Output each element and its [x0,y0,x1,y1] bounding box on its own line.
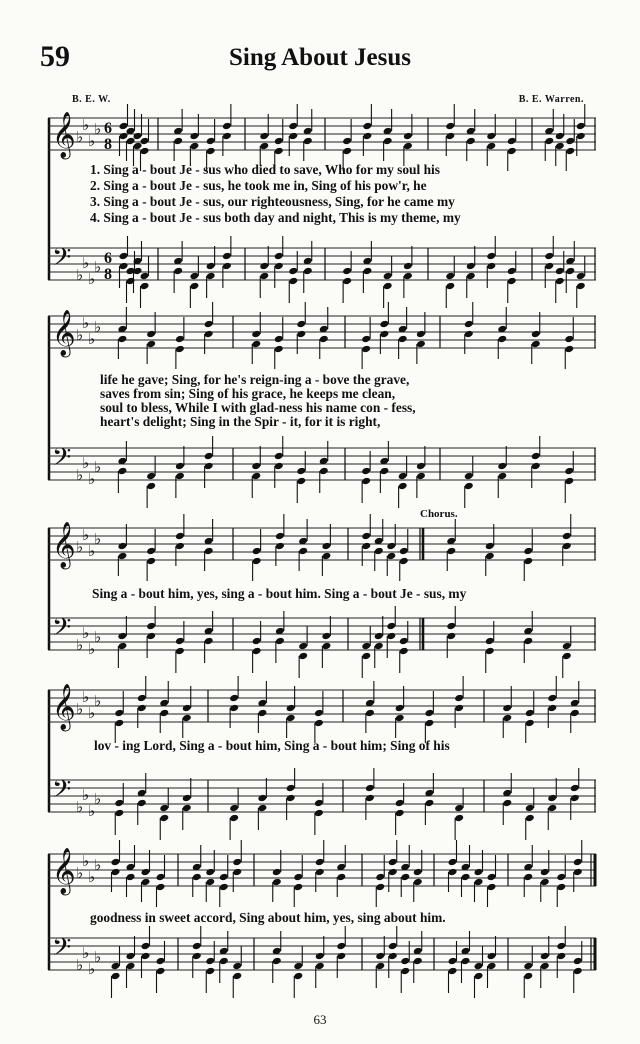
treble-clef-icon: 𝄞 [52,310,76,355]
flat-sign-icon: ♭ [76,702,84,718]
flat-sign-icon: ♭ [88,134,96,150]
flat-sign-icon: ♭ [82,456,90,472]
treble-clef-icon: 𝄞 [52,848,76,893]
flat-sign-icon: ♭ [94,858,102,874]
flat-sign-icon: ♭ [76,800,84,816]
flat-sign-icon: ♭ [94,792,102,808]
flat-sign-icon: ♭ [76,540,84,556]
verse-4-line: heart's delight; Sing in the Spir - it, for it is right, [100,414,381,429]
flat-sign-icon: ♭ [88,804,96,820]
music-system-4 [48,682,596,842]
music-staves-system-4 [48,682,596,842]
flat-sign-icon: ♭ [82,690,90,706]
flat-sign-icon: ♭ [88,472,96,488]
flat-sign-icon: ♭ [88,642,96,658]
music-system-1 [48,110,596,300]
flat-sign-icon: ♭ [76,638,84,654]
flat-sign-icon: ♭ [82,854,90,870]
treble-clef-icon: 𝄞 [52,522,76,567]
flat-sign-icon: ♭ [94,630,102,646]
flat-sign-icon: ♭ [76,958,84,974]
flat-sign-icon: ♭ [82,946,90,962]
flat-sign-icon: ♭ [94,460,102,476]
flat-sign-icon: ♭ [82,626,90,642]
chorus-line: Sing a - bout him, yes, sing a - bout him. Sing a - bout Je - sus, my [92,586,467,601]
hymn-number: 59 [40,40,70,73]
flat-sign-icon: ♭ [76,268,84,284]
verse-1-line: 1. Sing a - bout Je - sus who died to save, Who for my soul his [90,162,440,177]
flat-sign-icon: ♭ [94,532,102,548]
time-signature-top: 6 [104,250,112,267]
flat-sign-icon: ♭ [76,328,84,344]
flat-sign-icon: ♭ [82,528,90,544]
treble-clef-icon: 𝄞 [52,112,76,157]
bass-clef-icon: 𝄢 [52,934,72,967]
flat-sign-icon: ♭ [88,332,96,348]
flat-sign-icon: ♭ [94,122,102,138]
flat-sign-icon: ♭ [88,544,96,560]
flat-sign-icon: ♭ [94,694,102,710]
page-number: 63 [313,1012,327,1027]
treble-clef-icon: 𝄞 [52,684,76,729]
flat-sign-icon: ♭ [82,788,90,804]
flat-sign-icon: ♭ [82,256,90,272]
flat-sign-icon: ♭ [76,866,84,882]
music-system-3 [48,520,596,680]
flat-sign-icon: ♭ [88,870,96,886]
verse-2-line: 2. Sing a - bout Je - sus, he took me in, Sing of his pow'r, he [90,178,427,193]
chorus-line: lov - ing Lord, Sing a - bout him, Sing a - bout him; Sing of his [94,738,450,753]
hymn-title: Sing About Jesus [228,44,412,71]
flat-sign-icon: ♭ [76,468,84,484]
flat-sign-icon: ♭ [94,950,102,966]
verse-4-line: 4. Sing a - bout Je - sus both day and night, This is my theme, my [90,210,461,225]
bass-clef-icon: 𝄢 [52,776,72,809]
flat-sign-icon: ♭ [88,706,96,722]
music-credit: B. E. Warren. [518,94,584,105]
words-credit: B. E. W. [72,94,111,105]
bass-clef-icon: 𝄢 [52,444,72,477]
time-signature-bottom: 8 [104,136,112,153]
time-signature-top: 6 [104,120,112,137]
time-signature-bottom: 8 [104,266,112,283]
flat-sign-icon: ♭ [82,118,90,134]
bass-clef-icon: 𝄢 [52,614,72,647]
chorus-label: Chorus. [420,508,458,520]
chorus-line: goodness in sweet accord, Sing about him, yes, sing about him. [90,910,446,925]
verse-3-line: soul to bless, While I with glad-ness his name con - fess, [100,400,416,415]
music-staves-system-5 [48,846,596,1006]
flat-sign-icon: ♭ [88,272,96,288]
flat-sign-icon: ♭ [76,130,84,146]
flat-sign-icon: ♭ [88,962,96,978]
flat-sign-icon: ♭ [82,316,90,332]
flat-sign-icon: ♭ [94,320,102,336]
verse-3-line: 3. Sing a - bout Je - sus, our righteousness, Sing, for he came my [90,194,455,209]
flat-sign-icon: ♭ [94,260,102,276]
verse-2-line: saves from sin; Sing of his grace, he keeps me clean, [100,386,396,401]
bass-clef-icon: 𝄢 [52,244,72,277]
music-system-5 [48,846,596,1006]
music-system-2 [48,308,596,500]
verse-1-line: life he gave; Sing, for he's reign-ing a - bove the grave, [100,372,410,387]
